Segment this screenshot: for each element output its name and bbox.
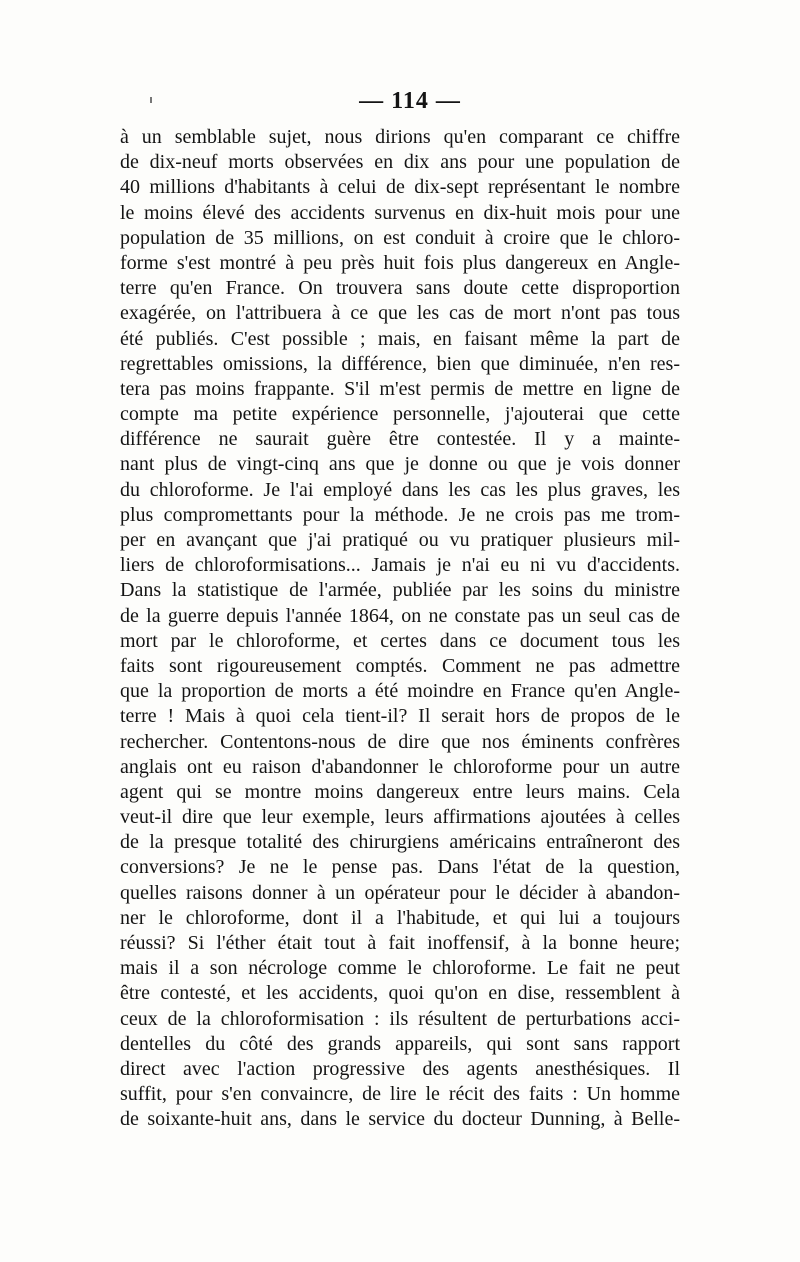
text-line: de dix-neuf morts observées en dix ans pour une population de [120, 151, 680, 174]
text-line: conversions? Je ne le pense pas. Dans l'état de la question, [120, 856, 680, 879]
text-line: suffit, pour s'en convaincre, de lire le récit des faits : Un homme [120, 1083, 680, 1106]
text-line: exagérée, on l'attribuera à ce que les cas de mort n'ont pas tous [120, 302, 680, 325]
text-line: anglais ont eu raison d'abandonner le chloroforme pour un autre [120, 755, 680, 778]
body-text [120, 125, 680, 1133]
text-line: réussi? Si l'éther était tout à fait inoffensif, à la bonne heure; [120, 932, 680, 954]
text-line: direct avec l'action progressive des agents anesthésiques. Il [120, 1057, 680, 1080]
text-line: différence ne saurait guère être contestée. Il y a mainte- [120, 428, 680, 451]
text-line: forme s'est montré à peu près huit fois plus dangereux en Angle- [120, 251, 680, 274]
text-line: agent qui se montre moins dangereux entre leurs mains. Cela [120, 780, 680, 803]
text-line: mais il a son nécrologe comme le chloroforme. Le fait ne peut [120, 957, 680, 980]
text-line: quelles raisons donner à un opérateur pour le décider à abandon- [120, 881, 680, 904]
text-line: terre qu'en France. On trouvera sans doute cette disproportion [120, 277, 680, 300]
text-line: Dans la statistique de l'armée, publiée par les soins du ministre [120, 579, 680, 602]
text-line: 40 millions d'habitants à celui de dix-sept représentant le nombre [120, 176, 680, 199]
text-line: rechercher. Contentons-nous de dire que nos éminents confrères [120, 730, 680, 753]
text-line: ceux de la chloroformisation : ils résultent de perturbations acci- [120, 1007, 680, 1030]
text-line: à un semblable sujet, nous dirions qu'en comparant ce chiffre [120, 126, 680, 148]
text-line: de soixante-huit ans, dans le service du docteur Dunning, à Belle- [120, 1108, 680, 1131]
text-line: faits sont rigoureusement comptés. Comment ne pas admettre [120, 654, 680, 677]
text-line: été publiés. C'est possible ; mais, en faisant même la part de [120, 327, 680, 350]
page-number-text: — 114 — [359, 88, 461, 114]
text-line: terre ! Mais à quoi cela tient-il? Il serait hors de propos de le [120, 705, 680, 728]
text-line: compte ma petite expérience personnelle, j'ajouterai que cette [120, 403, 680, 426]
text-line: du chloroforme. Je l'ai employé dans les cas les plus graves, les [120, 478, 680, 501]
text-line: de la presque totalité des chirurgiens américains entraîneront des [120, 831, 680, 854]
text-line: nant plus de vingt-cinq ans que je donne ou que je vois donner [120, 453, 680, 476]
text-line: mort par le chloroforme, et certes dans ce document tous les [120, 629, 680, 652]
text-line: liers de chloroformisations... Jamais je n'ai eu ni vu d'accidents. [120, 554, 680, 577]
text-line: plus compromettants pour la méthode. Je ne crois pas me trom- [120, 503, 680, 526]
text-line: regrettables omissions, la différence, bien que diminuée, n'en res- [120, 352, 680, 375]
text-line: de la guerre depuis l'année 1864, on ne constate pas un seul cas de [120, 604, 680, 627]
text-line: que la proportion de morts a été moindre en France qu'en Angle- [120, 680, 680, 703]
page-number [0, 88, 800, 115]
text-line: ner le chloroforme, dont il a l'habitude, et qui lui a toujours [120, 906, 680, 929]
text-line: dentelles du côté des grands appareils, qui sont sans rapport [120, 1032, 680, 1055]
text-line: tera pas moins frappante. S'il m'est permis de mettre en ligne de [120, 377, 680, 400]
text-line: per en avançant que j'ai pratiqué ou vu pratiquer plusieurs mil- [120, 529, 680, 551]
text-line: veut-il dire que leur exemple, leurs affirmations ajoutées à celles [120, 806, 680, 829]
text-line: population de 35 millions, on est conduit à croire que le chloro- [120, 226, 680, 249]
text-line: le moins élevé des accidents survenus en dix-huit mois pour une [120, 201, 680, 224]
text-line: être contesté, et les accidents, quoi qu'on en dise, ressemblent à [120, 982, 680, 1005]
